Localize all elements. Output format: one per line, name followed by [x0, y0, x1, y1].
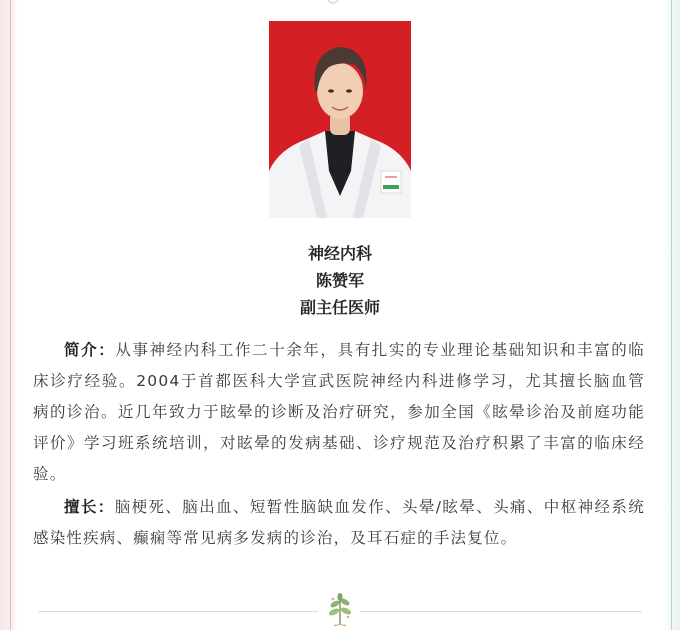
doctor-title: 副主任医师 — [299, 298, 380, 317]
divider-line-left — [38, 611, 318, 612]
specialty-paragraph — [33, 492, 645, 554]
department-label: 神经内科 — [307, 244, 372, 263]
doctor-photo — [269, 21, 411, 218]
intro-text: 从事神经内科工作二十余年，具有扎实的专业理论基础知识和丰富的临床诊疗经验。2004于首都医科大学宣武医院神经内科进修学习，尤其擅长脑血管病的诊治。近几年致力于眩晕的诊断及治疗研究，参加全国《眩晕诊治及前庭功能评价》学习班系统培训，对眩晕的发病基础、诊疗规范及治疗积累了丰富的临床经验。 — [33, 341, 646, 483]
leaf-icon — [326, 0, 340, 6]
doctor-header — [0, 240, 680, 321]
doctor-profile-content — [33, 335, 645, 554]
sprout-icon — [324, 590, 356, 626]
specialty-text: 脑梗死、脑出血、短暂性脑缺血发作、头晕/眩晕、头痛、中枢神经系统感染性疾病、癫痫等常见病多发病的诊治，及耳石症的手法复位。 — [33, 498, 645, 547]
intro-paragraph — [33, 335, 645, 490]
doctor-name: 陈赞军 — [315, 271, 364, 290]
intro-label: 简介： — [64, 341, 116, 359]
divider-line-right — [360, 611, 642, 612]
specialty-label: 擅长： — [64, 498, 115, 516]
